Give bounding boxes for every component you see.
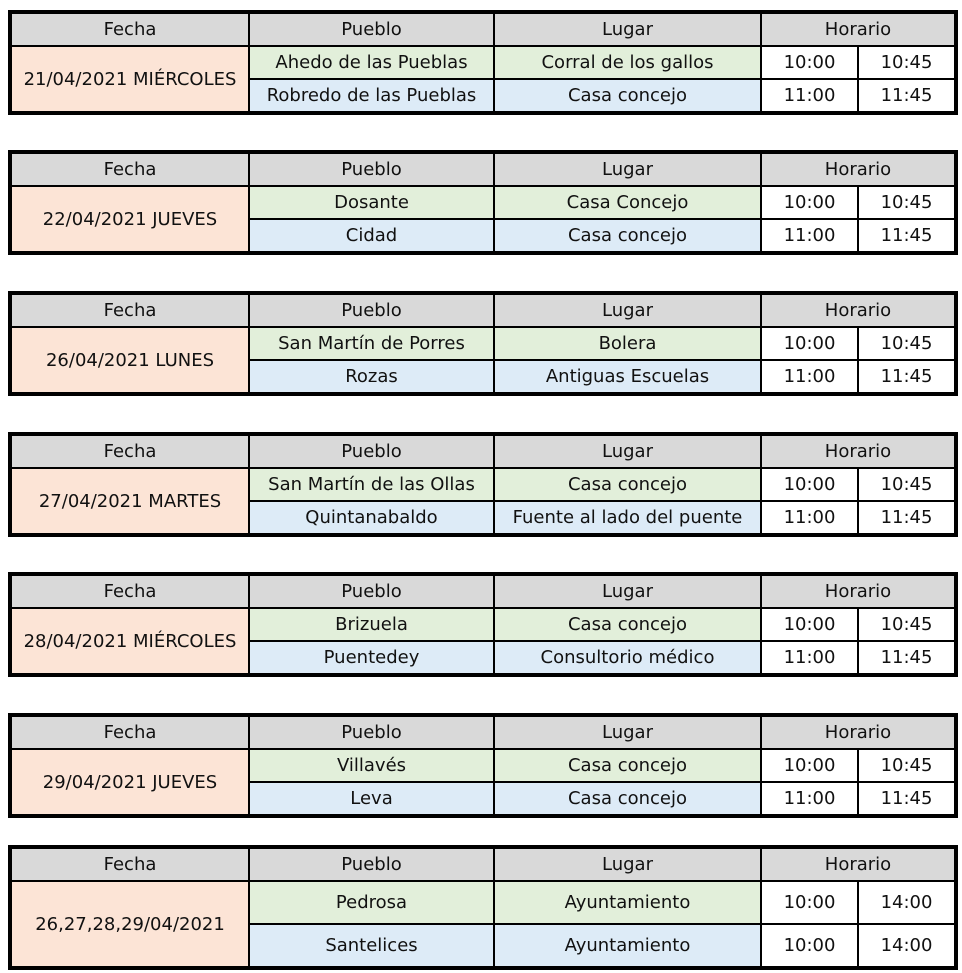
end-time-cell: 10:45 bbox=[858, 46, 956, 79]
village-cell: Brizuela bbox=[249, 608, 494, 641]
table-row bbox=[10, 327, 956, 360]
header-pueblo: Pueblo bbox=[249, 574, 494, 608]
header-pueblo: Pueblo bbox=[249, 715, 494, 749]
end-time-cell: 14:00 bbox=[858, 924, 956, 968]
village-cell: San Martín de las Ollas bbox=[249, 468, 494, 501]
header-fecha: Fecha bbox=[10, 12, 249, 46]
village-cell: Dosante bbox=[249, 186, 494, 219]
header-fecha: Fecha bbox=[10, 574, 249, 608]
table-row bbox=[10, 186, 956, 219]
header-horario: Horario bbox=[761, 574, 956, 608]
header-lugar: Lugar bbox=[494, 152, 761, 186]
schedule-table bbox=[8, 845, 958, 970]
end-time-cell: 10:45 bbox=[858, 468, 956, 501]
place-cell: Corral de los gallos bbox=[494, 46, 761, 79]
end-time-cell: 11:45 bbox=[858, 501, 956, 535]
village-cell: Pedrosa bbox=[249, 881, 494, 924]
village-cell: Santelices bbox=[249, 924, 494, 968]
date-cell: 29/04/2021 JUEVES bbox=[10, 749, 249, 816]
header-lugar: Lugar bbox=[494, 847, 761, 881]
header-pueblo: Pueblo bbox=[249, 12, 494, 46]
start-time-cell: 10:00 bbox=[761, 924, 858, 968]
end-time-cell: 11:45 bbox=[858, 79, 956, 113]
village-cell: Leva bbox=[249, 782, 494, 816]
village-cell: Puentedey bbox=[249, 641, 494, 675]
start-time-cell: 10:00 bbox=[761, 749, 858, 782]
header-fecha: Fecha bbox=[10, 847, 249, 881]
header-lugar: Lugar bbox=[494, 12, 761, 46]
end-time-cell: 10:45 bbox=[858, 608, 956, 641]
header-horario: Horario bbox=[761, 12, 956, 46]
start-time-cell: 11:00 bbox=[761, 360, 858, 394]
village-cell: Rozas bbox=[249, 360, 494, 394]
date-cell: 21/04/2021 MIÉRCOLES bbox=[10, 46, 249, 113]
header-horario: Horario bbox=[761, 434, 956, 468]
header-fecha: Fecha bbox=[10, 293, 249, 327]
schedule-table bbox=[8, 291, 958, 396]
end-time-cell: 11:45 bbox=[858, 219, 956, 253]
end-time-cell: 14:00 bbox=[858, 881, 956, 924]
schedule-table bbox=[8, 572, 958, 677]
header-lugar: Lugar bbox=[494, 293, 761, 327]
header-pueblo: Pueblo bbox=[249, 152, 494, 186]
table-row bbox=[10, 881, 956, 924]
village-cell: San Martín de Porres bbox=[249, 327, 494, 360]
header-horario: Horario bbox=[761, 715, 956, 749]
start-time-cell: 10:00 bbox=[761, 881, 858, 924]
start-time-cell: 11:00 bbox=[761, 501, 858, 535]
date-cell: 28/04/2021 MIÉRCOLES bbox=[10, 608, 249, 675]
start-time-cell: 11:00 bbox=[761, 782, 858, 816]
end-time-cell: 11:45 bbox=[858, 641, 956, 675]
end-time-cell: 11:45 bbox=[858, 782, 956, 816]
schedule-table bbox=[8, 713, 958, 818]
start-time-cell: 10:00 bbox=[761, 608, 858, 641]
place-cell: Casa concejo bbox=[494, 219, 761, 253]
place-cell: Consultorio médico bbox=[494, 641, 761, 675]
schedule-table bbox=[8, 432, 958, 537]
header-pueblo: Pueblo bbox=[249, 434, 494, 468]
date-cell: 22/04/2021 JUEVES bbox=[10, 186, 249, 253]
header-horario: Horario bbox=[761, 847, 956, 881]
header-horario: Horario bbox=[761, 293, 956, 327]
start-time-cell: 11:00 bbox=[761, 641, 858, 675]
place-cell: Antiguas Escuelas bbox=[494, 360, 761, 394]
start-time-cell: 10:00 bbox=[761, 186, 858, 219]
table-row bbox=[10, 608, 956, 641]
place-cell: Ayuntamiento bbox=[494, 924, 761, 968]
village-cell: Quintanabaldo bbox=[249, 501, 494, 535]
start-time-cell: 11:00 bbox=[761, 79, 858, 113]
place-cell: Casa concejo bbox=[494, 468, 761, 501]
village-cell: Robredo de las Pueblas bbox=[249, 79, 494, 113]
header-fecha: Fecha bbox=[10, 434, 249, 468]
place-cell: Casa concejo bbox=[494, 749, 761, 782]
end-time-cell: 10:45 bbox=[858, 749, 956, 782]
schedule-table bbox=[8, 150, 958, 255]
header-lugar: Lugar bbox=[494, 715, 761, 749]
header-pueblo: Pueblo bbox=[249, 847, 494, 881]
place-cell: Fuente al lado del puente bbox=[494, 501, 761, 535]
header-lugar: Lugar bbox=[494, 434, 761, 468]
table-row bbox=[10, 468, 956, 501]
start-time-cell: 11:00 bbox=[761, 219, 858, 253]
date-cell: 26/04/2021 LUNES bbox=[10, 327, 249, 394]
end-time-cell: 11:45 bbox=[858, 360, 956, 394]
end-time-cell: 10:45 bbox=[858, 186, 956, 219]
header-horario: Horario bbox=[761, 152, 956, 186]
place-cell: Casa concejo bbox=[494, 782, 761, 816]
table-row bbox=[10, 46, 956, 79]
header-fecha: Fecha bbox=[10, 715, 249, 749]
end-time-cell: 10:45 bbox=[858, 327, 956, 360]
header-row bbox=[10, 434, 956, 468]
village-cell: Ahedo de las Pueblas bbox=[249, 46, 494, 79]
date-cell: 26,27,28,29/04/2021 bbox=[10, 881, 249, 968]
place-cell: Casa concejo bbox=[494, 608, 761, 641]
start-time-cell: 10:00 bbox=[761, 468, 858, 501]
table-row bbox=[10, 749, 956, 782]
header-row bbox=[10, 847, 956, 881]
place-cell: Casa concejo bbox=[494, 79, 761, 113]
header-row bbox=[10, 574, 956, 608]
place-cell: Casa Concejo bbox=[494, 186, 761, 219]
start-time-cell: 10:00 bbox=[761, 46, 858, 79]
village-cell: Cidad bbox=[249, 219, 494, 253]
place-cell: Bolera bbox=[494, 327, 761, 360]
place-cell: Ayuntamiento bbox=[494, 881, 761, 924]
start-time-cell: 10:00 bbox=[761, 327, 858, 360]
header-row bbox=[10, 12, 956, 46]
header-lugar: Lugar bbox=[494, 574, 761, 608]
schedule-table bbox=[8, 10, 958, 115]
village-cell: Villavés bbox=[249, 749, 494, 782]
date-cell: 27/04/2021 MARTES bbox=[10, 468, 249, 535]
header-row bbox=[10, 715, 956, 749]
header-row bbox=[10, 152, 956, 186]
header-fecha: Fecha bbox=[10, 152, 249, 186]
header-pueblo: Pueblo bbox=[249, 293, 494, 327]
header-row bbox=[10, 293, 956, 327]
